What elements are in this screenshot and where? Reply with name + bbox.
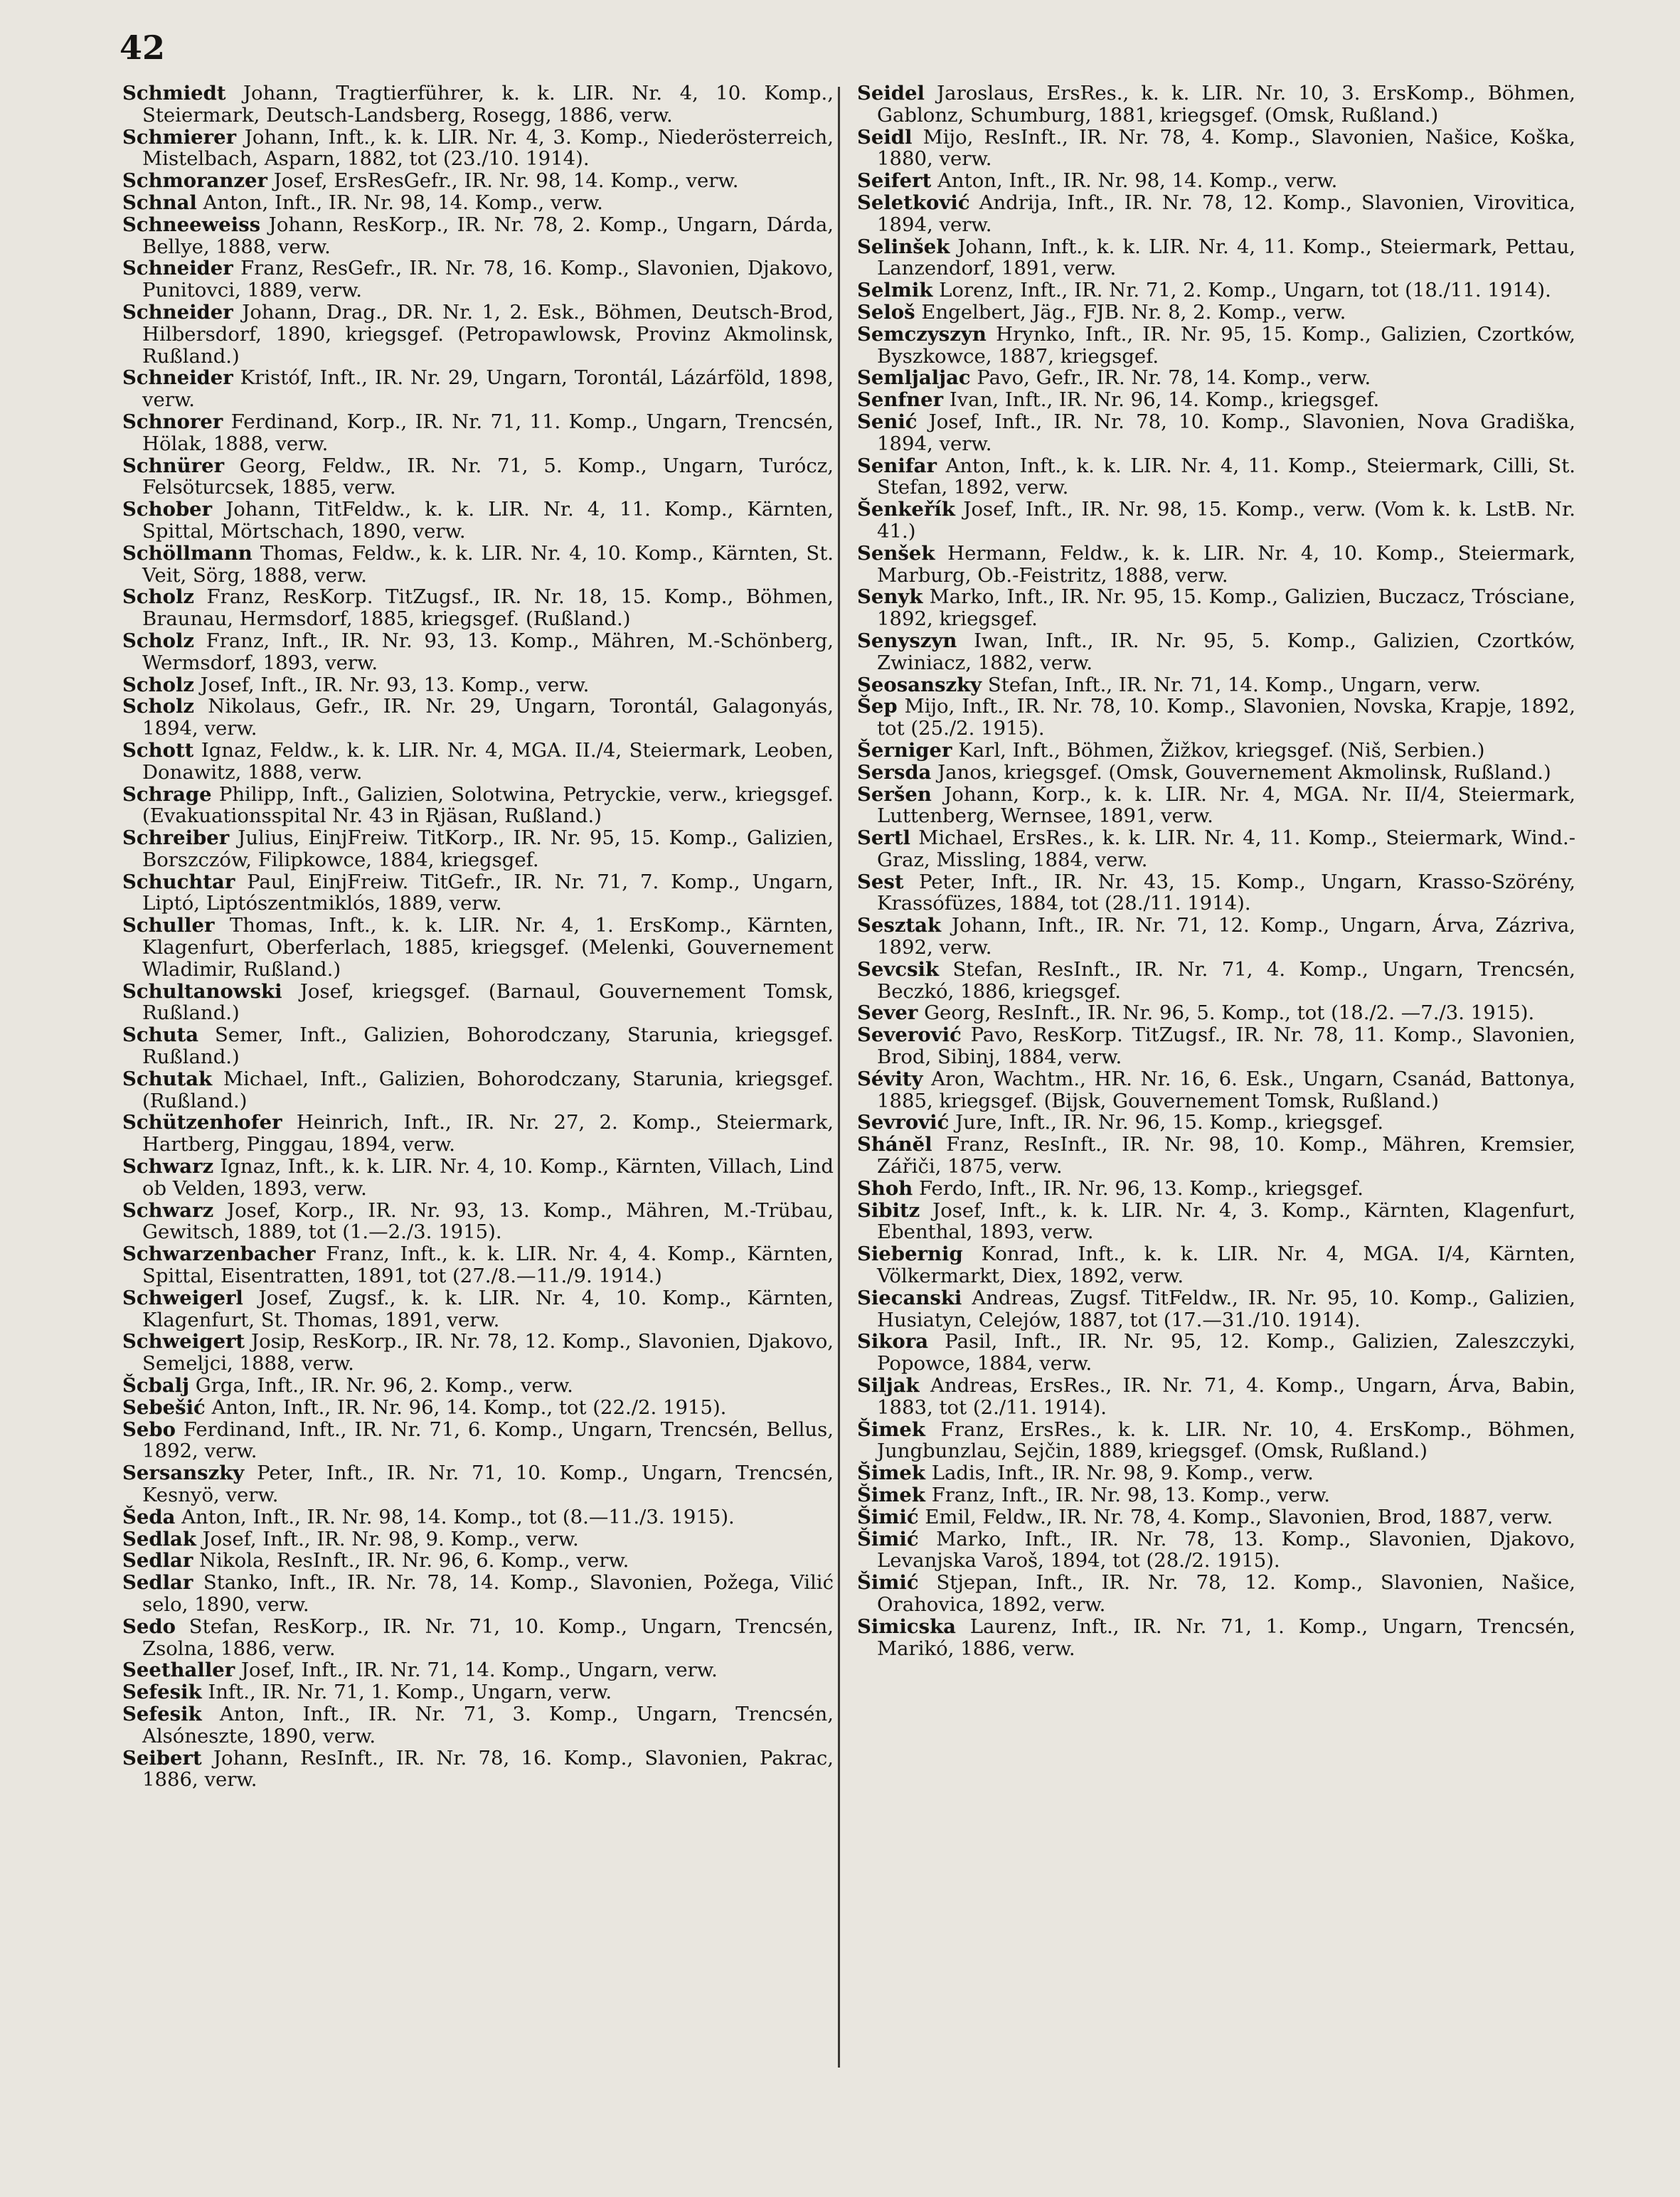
register-entry: [122, 302, 834, 367]
entry-details: Johann, Inft., k. k. LIR. Nr. 4, 3. Komp., Niederösterreich, Mistelbach, Asparn, 1882, tot (23./10. 1914).: [142, 125, 834, 171]
entry-surname: Sedlak: [122, 1527, 196, 1550]
entry-surname: Seifert: [857, 169, 932, 193]
register-entry: [122, 696, 834, 740]
register-entry: [122, 1506, 834, 1528]
register-entry: [857, 499, 1575, 543]
entry-surname: Schwarz: [122, 1198, 214, 1222]
register-entry: [122, 827, 834, 871]
register-entry: [122, 83, 834, 127]
register-entry: [122, 411, 834, 455]
entry-details: Ignaz, Feldw., k. k. LIR. Nr. 4, MGA. II./4, Steiermark, Leoben, Donawitz, 1888, verw.: [142, 738, 834, 784]
register-entry: [857, 1024, 1575, 1068]
entry-surname: Schnürer: [122, 454, 225, 477]
entry-surname: Schöllmann: [122, 541, 252, 565]
entry-details: Stanko, Inft., IR. Nr. 78, 14. Komp., Slavonien, Požega, Vilić selo, 1890, verw.: [142, 1571, 834, 1616]
entry-surname: Seidl: [857, 125, 913, 149]
register-entry: [122, 915, 834, 980]
register-entry: [122, 1375, 834, 1397]
register-entry: [122, 1419, 834, 1463]
entry-details: Josef, ErsResGefr., IR. Nr. 98, 14. Komp., verw.: [267, 169, 739, 193]
entry-details: Pavo, ResKorp. TitZugsf., IR. Nr. 78, 11. Komp., Slavonien, Brod, Sibinj, 1884, verw.: [877, 1023, 1575, 1069]
entry-details: Johann, Drag., DR. Nr. 1, 2. Esk., Böhmen, Deutsch-Brod, Hilbersdorf, 1890, kriegsgef. (Petropawlowsk, Provinz Akmolinsk, Rußland.): [142, 300, 834, 368]
entry-surname: Schneeweiss: [122, 213, 261, 236]
register-entry: [857, 1112, 1575, 1134]
entry-surname: Sibitz: [857, 1198, 920, 1222]
entry-details: Iwan, Inft., IR. Nr. 95, 5. Komp., Galizien, Czortków, Zwiniacz, 1882, verw.: [877, 629, 1575, 674]
entry-surname: Siljak: [857, 1374, 920, 1398]
register-entry: [857, 784, 1575, 828]
entry-surname: Schützenhofer: [122, 1111, 282, 1134]
entry-surname: Schmierer: [122, 125, 237, 149]
entry-surname: Sedlar: [122, 1549, 193, 1573]
entry-surname: Schneider: [122, 366, 233, 390]
entry-surname: Schuchtar: [122, 870, 235, 893]
entry-details: Grga, Inft., IR. Nr. 96, 2. Komp., verw.: [189, 1374, 573, 1398]
entry-surname: Sertl: [857, 826, 910, 850]
entry-details: Josip, ResKorp., IR. Nr. 78, 12. Komp., Slavonien, Djakovo, Semeljci, 1888, verw.: [142, 1330, 834, 1376]
entry-surname: Sesztak: [857, 914, 942, 937]
entry-surname: Schreiber: [122, 826, 230, 850]
entry-details: Franz, ResInft., IR. Nr. 98, 10. Komp., Mähren, Kremsier, Zářiči, 1875, verw.: [877, 1133, 1575, 1179]
entry-surname: Schweigerl: [122, 1286, 243, 1309]
entry-details: Peter, Inft., IR. Nr. 43, 15. Komp., Ungarn, Krasso-Szörény, Krassófüzes, 1884, tot (28./11. 1914).: [877, 870, 1575, 915]
entry-details: Josef, Inft., IR. Nr. 98, 9. Komp., verw.: [196, 1527, 579, 1550]
register-entry: [122, 1616, 834, 1660]
left-column: [122, 83, 834, 1791]
entry-surname: Schwarz: [122, 1155, 214, 1179]
register-entry: [857, 1331, 1575, 1375]
entry-surname: Schnal: [122, 191, 197, 214]
entry-surname: Šimić: [857, 1505, 919, 1528]
entry-surname: Scholz: [122, 673, 195, 696]
entry-details: Josef, Zugsf., k. k. LIR. Nr. 4, 10. Komp., Kärnten, Klagenfurt, St. Thomas, 1891, verw.: [142, 1286, 834, 1331]
entry-surname: Seibert: [122, 1746, 202, 1770]
entry-details: Philipp, Inft., Galizien, Solotwina, Petryckie, verw., kriegsgef. (Evakuationsspital Nr. 43 in Rjäsan, Rußland.): [142, 782, 834, 828]
entry-details: Paul, EinjFreiw. TitGefr., IR. Nr. 71, 7. Komp., Ungarn, Liptó, Liptószentmiklós, 1889, verw.: [142, 870, 834, 915]
entry-details: Julius, EinjFreiw. TitKorp., IR. Nr. 95, 15. Komp., Galizien, Borszczów, Filipkowce, 1884, kriegsgef.: [142, 826, 834, 871]
entry-details: Johann, Inft., IR. Nr. 71, 12. Komp., Ungarn, Árva, Zázriva, 1892, verw.: [877, 914, 1575, 959]
entry-details: Ladis, Inft., IR. Nr. 98, 9. Komp., verw.: [925, 1462, 1314, 1485]
register-entry: [122, 192, 834, 214]
register-entry: [857, 127, 1575, 171]
entry-surname: Sersanszky: [122, 1462, 245, 1485]
entry-details: Semer, Inft., Galizien, Bohorodczany, Starunia, kriegsgef. Rußland.): [142, 1023, 834, 1069]
entry-surname: Seidel: [857, 82, 925, 105]
entry-surname: Seosanszky: [857, 673, 982, 696]
entry-surname: Seletković: [857, 191, 970, 214]
entry-details: Heinrich, Inft., IR. Nr. 27, 2. Komp., Steiermark, Hartberg, Pinggau, 1894, verw.: [142, 1111, 834, 1156]
entry-surname: Selinšek: [857, 235, 950, 258]
register-entry: [857, 324, 1575, 368]
entry-details: Thomas, Feldw., k. k. LIR. Nr. 4, 10. Komp., Kärnten, St. Veit, Sörg, 1888, verw.: [142, 541, 834, 587]
entry-surname: Shoh: [857, 1176, 913, 1200]
entry-surname: Šimek: [857, 1462, 925, 1485]
entry-surname: Schmiedt: [122, 82, 226, 105]
entry-details: Josef, Inft., IR. Nr. 71, 14. Komp., Ungarn, verw.: [235, 1659, 718, 1682]
entry-surname: Sevcsik: [857, 957, 940, 981]
register-entry: [122, 1024, 834, 1068]
register-entry: [857, 192, 1575, 236]
entry-surname: Šerniger: [857, 738, 952, 762]
entry-surname: Schuller: [122, 914, 215, 937]
entry-details: Anton, Inft., IR. Nr. 71, 3. Komp., Ungarn, Trencsén, Alsóneszte, 1890, verw.: [142, 1702, 834, 1748]
entry-details: Johann, Tragtierführer, k. k. LIR. Nr. 4, 10. Komp., Steiermark, Deutsch-Landsberg, Rosegg, 1886, verw.: [142, 82, 834, 127]
entry-surname: Schmoranzer: [122, 169, 267, 193]
register-entry: [122, 1528, 834, 1550]
entry-surname: Simicska: [857, 1614, 956, 1638]
register-entry: [857, 1134, 1575, 1178]
register-entry: [857, 1200, 1575, 1244]
entry-surname: Scholz: [122, 695, 195, 718]
register-entry: [857, 827, 1575, 871]
register-entry: [122, 1462, 834, 1506]
entry-details: Anton, Inft., IR. Nr. 98, 14. Komp., tot (8.—11./3. 1915).: [175, 1505, 735, 1528]
register-entry: [857, 389, 1575, 411]
entry-surname: Schweigert: [122, 1330, 245, 1353]
register-entry: [122, 1659, 834, 1681]
entry-details: Stefan, ResInft., IR. Nr. 71, 4. Komp., Ungarn, Trencsén, Beczkó, 1886, kriegsgef.: [877, 957, 1575, 1003]
entry-surname: Šcbalj: [122, 1374, 190, 1398]
entry-surname: Schnorer: [122, 410, 223, 433]
entry-details: Andreas, ErsRes., IR. Nr. 71, 4. Komp., Ungarn, Árva, Babin, 1883, tot (2./11. 1914).: [877, 1374, 1575, 1419]
entry-details: Anton, Inft., IR. Nr. 98, 14. Komp., verw.: [196, 191, 603, 214]
entry-details: Ivan, Inft., IR. Nr. 96, 14. Komp., kriegsgef.: [943, 388, 1380, 412]
register-entry: [857, 1506, 1575, 1528]
entry-surname: Senyszyn: [857, 629, 957, 652]
entry-surname: Sest: [857, 870, 904, 893]
entry-details: Anton, Inft., k. k. LIR. Nr. 4, 11. Komp., Steiermark, Cilli, St. Stefan, 1892, verw.: [877, 454, 1575, 499]
register-entry: [122, 1550, 834, 1572]
entry-surname: Senyk: [857, 585, 923, 609]
entry-details: Franz, Inft., IR. Nr. 93, 13. Komp., Mähren, M.-Schönberg, Wermsdorf, 1893, verw.: [142, 629, 834, 674]
entry-surname: Shánĕl: [857, 1133, 932, 1156]
entry-details: Josef, Korp., IR. Nr. 93, 13. Komp., Mähren, M.-Trübau, Gewitsch, 1889, tot (1.—2./3. 1915).: [142, 1198, 834, 1244]
entry-details: Mijo, ResInft., IR. Nr. 78, 4. Komp., Slavonien, Našice, Koška, 1880, verw.: [877, 125, 1575, 171]
register-entry: [122, 543, 834, 587]
entry-details: Michael, Inft., Galizien, Bohorodczany, Starunia, kriegsgef. (Rußland.): [142, 1067, 834, 1112]
register-entry: [122, 630, 834, 674]
entry-details: Jaroslaus, ErsRes., k. k. LIR. Nr. 10, 3. ErsKomp., Böhmen, Gablonz, Schumburg, 1881, kriegsgef. (Omsk, Rußland.): [877, 82, 1575, 127]
entry-surname: Schutak: [122, 1067, 213, 1090]
register-entry: [122, 740, 834, 784]
register-entry: [857, 674, 1575, 696]
entry-surname: Šimek: [857, 1417, 925, 1441]
entry-details: Nikolaus, Gefr., IR. Nr. 29, Ungarn, Torontál, Galagonyás, 1894, verw.: [142, 695, 834, 740]
register-entry: [122, 1681, 834, 1703]
entry-surname: Šimić: [857, 1571, 919, 1595]
register-entry: [122, 1748, 834, 1792]
entry-surname: Sefesik: [122, 1681, 202, 1704]
register-entry: [857, 1572, 1575, 1616]
register-entry: [857, 1616, 1575, 1660]
register-entry: [857, 367, 1575, 389]
entry-surname: Šimić: [857, 1527, 919, 1550]
register-entry: [857, 1419, 1575, 1463]
entry-details: Nikola, ResInft., IR. Nr. 96, 6. Komp., verw.: [193, 1549, 629, 1573]
register-entry: [122, 367, 834, 411]
entry-surname: Schultanowski: [122, 979, 282, 1003]
entry-surname: Schrage: [122, 782, 212, 806]
register-entry: [122, 1703, 834, 1748]
entry-details: Johann, TitFeldw., k. k. LIR. Nr. 4, 11. Komp., Kärnten, Spittal, Mörtschach, 1890, verw.: [142, 498, 834, 543]
entry-surname: Siebernig: [857, 1243, 963, 1266]
register-entry: [857, 302, 1575, 324]
right-column: [857, 83, 1575, 1659]
entry-details: Johann, ResKorp., IR. Nr. 78, 2. Komp., Ungarn, Dárda, Bellye, 1888, verw.: [142, 213, 834, 258]
entry-details: Pavo, Gefr., IR. Nr. 78, 14. Komp., verw.: [970, 366, 1371, 390]
entry-details: Anton, Inft., IR. Nr. 96, 14. Komp., tot (22./2. 1915).: [205, 1395, 727, 1419]
entry-surname: Scholz: [122, 629, 195, 652]
entry-surname: Sefesik: [122, 1702, 202, 1725]
entry-surname: Sedo: [122, 1614, 176, 1638]
entry-details: Marko, Inft., IR. Nr. 95, 15. Komp., Galizien, Buczacz, Trósciane, 1892, kriegsgef.: [877, 585, 1575, 631]
entry-surname: Šep: [857, 695, 898, 718]
register-entry: [122, 1287, 834, 1331]
entry-details: Andreas, Zugsf. TitFeldw., IR. Nr. 95, 10. Komp., Galizien, Husiatyn, Celejów, 1887, tot (17.—31./10. 1914).: [877, 1286, 1575, 1331]
register-entry: [857, 170, 1575, 192]
entry-details: Josef, Inft., IR. Nr. 78, 10. Komp., Slavonien, Nova Gradiška, 1894, verw.: [877, 410, 1575, 455]
entry-details: Stefan, Inft., IR. Nr. 71, 14. Komp., Ungarn, verw.: [982, 673, 1481, 696]
register-entry: [857, 1002, 1575, 1024]
entry-details: Janos, kriegsgef. (Omsk, Gouvernement Akmolinsk, Rußland.): [931, 760, 1551, 784]
entry-surname: Schwarzenbacher: [122, 1243, 316, 1266]
page-number: 42: [119, 28, 166, 67]
entry-surname: Seloš: [857, 300, 915, 324]
register-entry: [857, 740, 1575, 762]
entry-details: Hermann, Feldw., k. k. LIR. Nr. 4, 10. Komp., Steiermark, Marburg, Ob.-Feistritz, 1888, verw.: [877, 541, 1575, 587]
register-entry: [857, 630, 1575, 674]
entry-surname: Sevrović: [857, 1111, 950, 1134]
register-entry: [122, 674, 834, 696]
entry-details: Josef, Inft., IR. Nr. 98, 15. Komp., verw. (Vom k. k. LstB. Nr. 41.): [877, 498, 1575, 543]
register-entry: [122, 1156, 834, 1200]
register-entry: [122, 455, 834, 499]
entry-surname: Siecanski: [857, 1286, 962, 1309]
entry-details: Johann, Inft., k. k. LIR. Nr. 4, 11. Komp., Steiermark, Pettau, Lanzendorf, 1891, verw.: [877, 235, 1575, 280]
entry-surname: Semczyszyn: [857, 322, 987, 346]
entry-details: Ignaz, Inft., k. k. LIR. Nr. 4, 10. Komp., Kärnten, Villach, Lind ob Velden, 1893, verw.: [142, 1155, 834, 1200]
entry-surname: Senfner: [857, 388, 944, 412]
register-entry: [857, 696, 1575, 740]
register-entry: [122, 257, 834, 302]
register-entry: [857, 762, 1575, 784]
register-entry: [857, 586, 1575, 630]
entry-surname: Sebo: [122, 1417, 176, 1441]
register-entry: [122, 871, 834, 915]
register-entry: [122, 1112, 834, 1156]
entry-details: Georg, Feldw., IR. Nr. 71, 5. Komp., Ungarn, Turócz, Felsöturcsek, 1885, verw.: [142, 454, 834, 499]
entry-details: Ferdinand, Inft., IR. Nr. 71, 6. Komp., Ungarn, Trencsén, Bellus, 1892, verw.: [142, 1417, 834, 1463]
register-entry: [857, 1375, 1575, 1419]
entry-surname: Scholz: [122, 585, 195, 609]
entry-details: Josef, kriegsgef. (Barnaul, Gouvernement Tomsk, Rußland.): [142, 979, 834, 1025]
register-entry: [122, 1397, 834, 1419]
register-entry: [857, 1068, 1575, 1112]
entry-details: Franz, ResKorp. TitZugsf., IR. Nr. 18, 15. Komp., Böhmen, Braunau, Hermsdorf, 1885, kriegsgef. (Rußland.): [142, 585, 834, 631]
entry-details: Laurenz, Inft., IR. Nr. 71, 1. Komp., Ungarn, Trencsén, Marikó, 1886, verw.: [877, 1614, 1575, 1660]
register-entry: [122, 1572, 834, 1616]
register-entry: [857, 543, 1575, 587]
entry-surname: Šenkeřík: [857, 498, 955, 521]
register-entry: [857, 1484, 1575, 1506]
entry-surname: Severović: [857, 1023, 962, 1047]
register-entry: [857, 1462, 1575, 1484]
entry-surname: Schuta: [122, 1023, 199, 1047]
entry-details: Konrad, Inft., k. k. LIR. Nr. 4, MGA. I/4, Kärnten, Völkermarkt, Diex, 1892, verw.: [877, 1243, 1575, 1288]
entry-details: Kristóf, Inft., IR. Nr. 29, Ungarn, Torontál, Lázárföld, 1898, verw.: [142, 366, 834, 412]
entry-details: Franz, ResGefr., IR. Nr. 78, 16. Komp., Slavonien, Djakovo, Punitovci, 1889, verw.: [142, 257, 834, 302]
entry-surname: Sebešić: [122, 1395, 206, 1419]
entry-surname: Semljaljac: [857, 366, 971, 390]
entry-details: Josef, Inft., IR. Nr. 93, 13. Komp., verw.: [194, 673, 590, 696]
entry-surname: Schneider: [122, 257, 233, 280]
register-entry: [857, 1528, 1575, 1573]
entry-details: Engelbert, Jäg., FJB. Nr. 8, 2. Komp., verw.: [915, 300, 1346, 324]
entry-surname: Senšek: [857, 541, 935, 565]
entry-details: Franz, Inft., IR. Nr. 98, 13. Komp., verw.: [925, 1484, 1330, 1506]
entry-details: Josef, Inft., k. k. LIR. Nr. 4, 3. Komp., Kärnten, Klagenfurt, Ebenthal, 1893, verw.: [877, 1198, 1575, 1244]
column-divider: [838, 87, 840, 2068]
register-entry: [857, 1243, 1575, 1287]
entry-details: Michael, ErsRes., k. k. LIR. Nr. 4, 11. Komp., Steiermark, Wind.-Graz, Missling, 1884, verw.: [877, 826, 1575, 871]
entry-surname: Selmik: [857, 279, 933, 302]
entry-details: Anton, Inft., IR. Nr. 98, 14. Komp., verw.: [931, 169, 1338, 193]
register-entry: [122, 1331, 834, 1375]
entry-details: Jure, Inft., IR. Nr. 96, 15. Komp., kriegsgef.: [949, 1111, 1384, 1134]
entry-details: Peter, Inft., IR. Nr. 71, 10. Komp., Ungarn, Trencsén, Kesnyö, verw.: [142, 1462, 834, 1506]
entry-details: Georg, ResInft., IR. Nr. 96, 5. Komp., tot (18./2. —7./3. 1915).: [918, 1001, 1535, 1025]
register-entry: [857, 1287, 1575, 1331]
entry-details: Ferdo, Inft., IR. Nr. 96, 13. Komp., kriegsgef.: [913, 1176, 1363, 1200]
entry-details: Mijo, Inft., IR. Nr. 78, 10. Komp., Slavonien, Novska, Krapje, 1892, tot (25./2. 1915).: [877, 695, 1575, 740]
register-entry: [122, 127, 834, 171]
entry-surname: Sersda: [857, 760, 932, 784]
entry-details: Hrynko, Inft., IR. Nr. 95, 15. Komp., Galizien, Czortków, Byszkowce, 1887, kriegsgef.: [877, 322, 1575, 368]
entry-surname: Sever: [857, 1001, 918, 1025]
register-entry: [122, 499, 834, 543]
entry-details: Karl, Inft., Böhmen, Žižkov, kriegsgef. (Niš, Serbien.): [952, 738, 1485, 762]
entry-surname: Sévity: [857, 1067, 923, 1090]
entry-surname: Schott: [122, 738, 194, 762]
register-entry: [122, 214, 834, 258]
entry-details: Franz, ErsRes., k. k. LIR. Nr. 10, 4. ErsKomp., Böhmen, Jungbunzlau, Sejčin, 1889, kriegsgef. (Omsk, Rußland.): [877, 1417, 1575, 1463]
register-entry: [122, 1068, 834, 1112]
entry-surname: Seršen: [857, 782, 932, 806]
entry-details: Stefan, ResKorp., IR. Nr. 71, 10. Komp., Ungarn, Trencsén, Zsolna, 1886, verw.: [142, 1614, 834, 1660]
entry-surname: Šeda: [122, 1505, 176, 1528]
entry-surname: Sikora: [857, 1330, 929, 1353]
entry-surname: Seethaller: [122, 1659, 235, 1682]
entry-details: Andrija, Inft., IR. Nr. 78, 12. Komp., Slavonien, Virovitica, 1894, verw.: [877, 191, 1575, 236]
entry-surname: Šimek: [857, 1484, 925, 1506]
register-entry: [857, 83, 1575, 127]
register-entry: [122, 170, 834, 192]
entry-surname: Schober: [122, 498, 213, 521]
register-entry: [857, 236, 1575, 280]
entry-surname: Senić: [857, 410, 918, 433]
register-entry: [857, 411, 1575, 455]
entry-details: Ferdinand, Korp., IR. Nr. 71, 11. Komp., Ungarn, Trencsén, Hölak, 1888, verw.: [142, 410, 834, 455]
entry-details: Inft., IR. Nr. 71, 1. Komp., Ungarn, verw.: [201, 1681, 612, 1704]
entry-surname: Senifar: [857, 454, 937, 477]
register-entry: [122, 586, 834, 630]
register-entry: [122, 784, 834, 828]
entry-details: Franz, Inft., k. k. LIR. Nr. 4, 4. Komp., Kärnten, Spittal, Eisentratten, 1891, tot (27./8.—11./9. 1914.): [142, 1243, 834, 1288]
entry-details: Thomas, Inft., k. k. LIR. Nr. 4, 1. ErsKomp., Kärnten, Klagenfurt, Oberferlach, 1885, kriegsgef. (Melenki, Gouvernement Wladimir, Rußland.): [142, 914, 834, 981]
entry-details: Johann, Korp., k. k. LIR. Nr. 4, MGA. Nr. II/4, Steiermark, Luttenberg, Wernsee, 1891, verw.: [877, 782, 1575, 828]
entry-details: Johann, ResInft., IR. Nr. 78, 16. Komp., Slavonien, Pakrac, 1886, verw.: [142, 1746, 834, 1792]
entry-details: Marko, Inft., IR. Nr. 78, 13. Komp., Slavonien, Djakovo, Levanjska Varoš, 1894, tot (28./2. 1915).: [877, 1527, 1575, 1573]
entry-surname: Sedlar: [122, 1571, 193, 1595]
entry-details: Lorenz, Inft., IR. Nr. 71, 2. Komp., Ungarn, tot (18./11. 1914).: [932, 279, 1551, 302]
register-entry: [857, 871, 1575, 915]
register-entry: [857, 280, 1575, 302]
entry-details: Aron, Wachtm., HR. Nr. 16, 6. Esk., Ungarn, Csanád, Battonya, 1885, kriegsgef. (Bijsk, Gouvernement Tomsk, Rußland.): [877, 1067, 1575, 1112]
register-entry: [857, 455, 1575, 499]
register-entry: [857, 1178, 1575, 1200]
register-entry: [122, 1243, 834, 1287]
register-entry: [122, 1200, 834, 1244]
entry-surname: Schneider: [122, 300, 233, 324]
register-entry: [857, 915, 1575, 959]
register-entry: [122, 981, 834, 1025]
register-entry: [857, 959, 1575, 1003]
entry-details: Pasil, Inft., IR. Nr. 95, 12. Komp., Galizien, Zaleszczyki, Popowce, 1884, verw.: [877, 1330, 1575, 1376]
entry-details: Emil, Feldw., IR. Nr. 78, 4. Komp., Slavonien, Brod, 1887, verw.: [918, 1505, 1553, 1528]
entry-details: Stjepan, Inft., IR. Nr. 78, 12. Komp., Slavonien, Našice, Orahovica, 1892, verw.: [877, 1571, 1575, 1616]
